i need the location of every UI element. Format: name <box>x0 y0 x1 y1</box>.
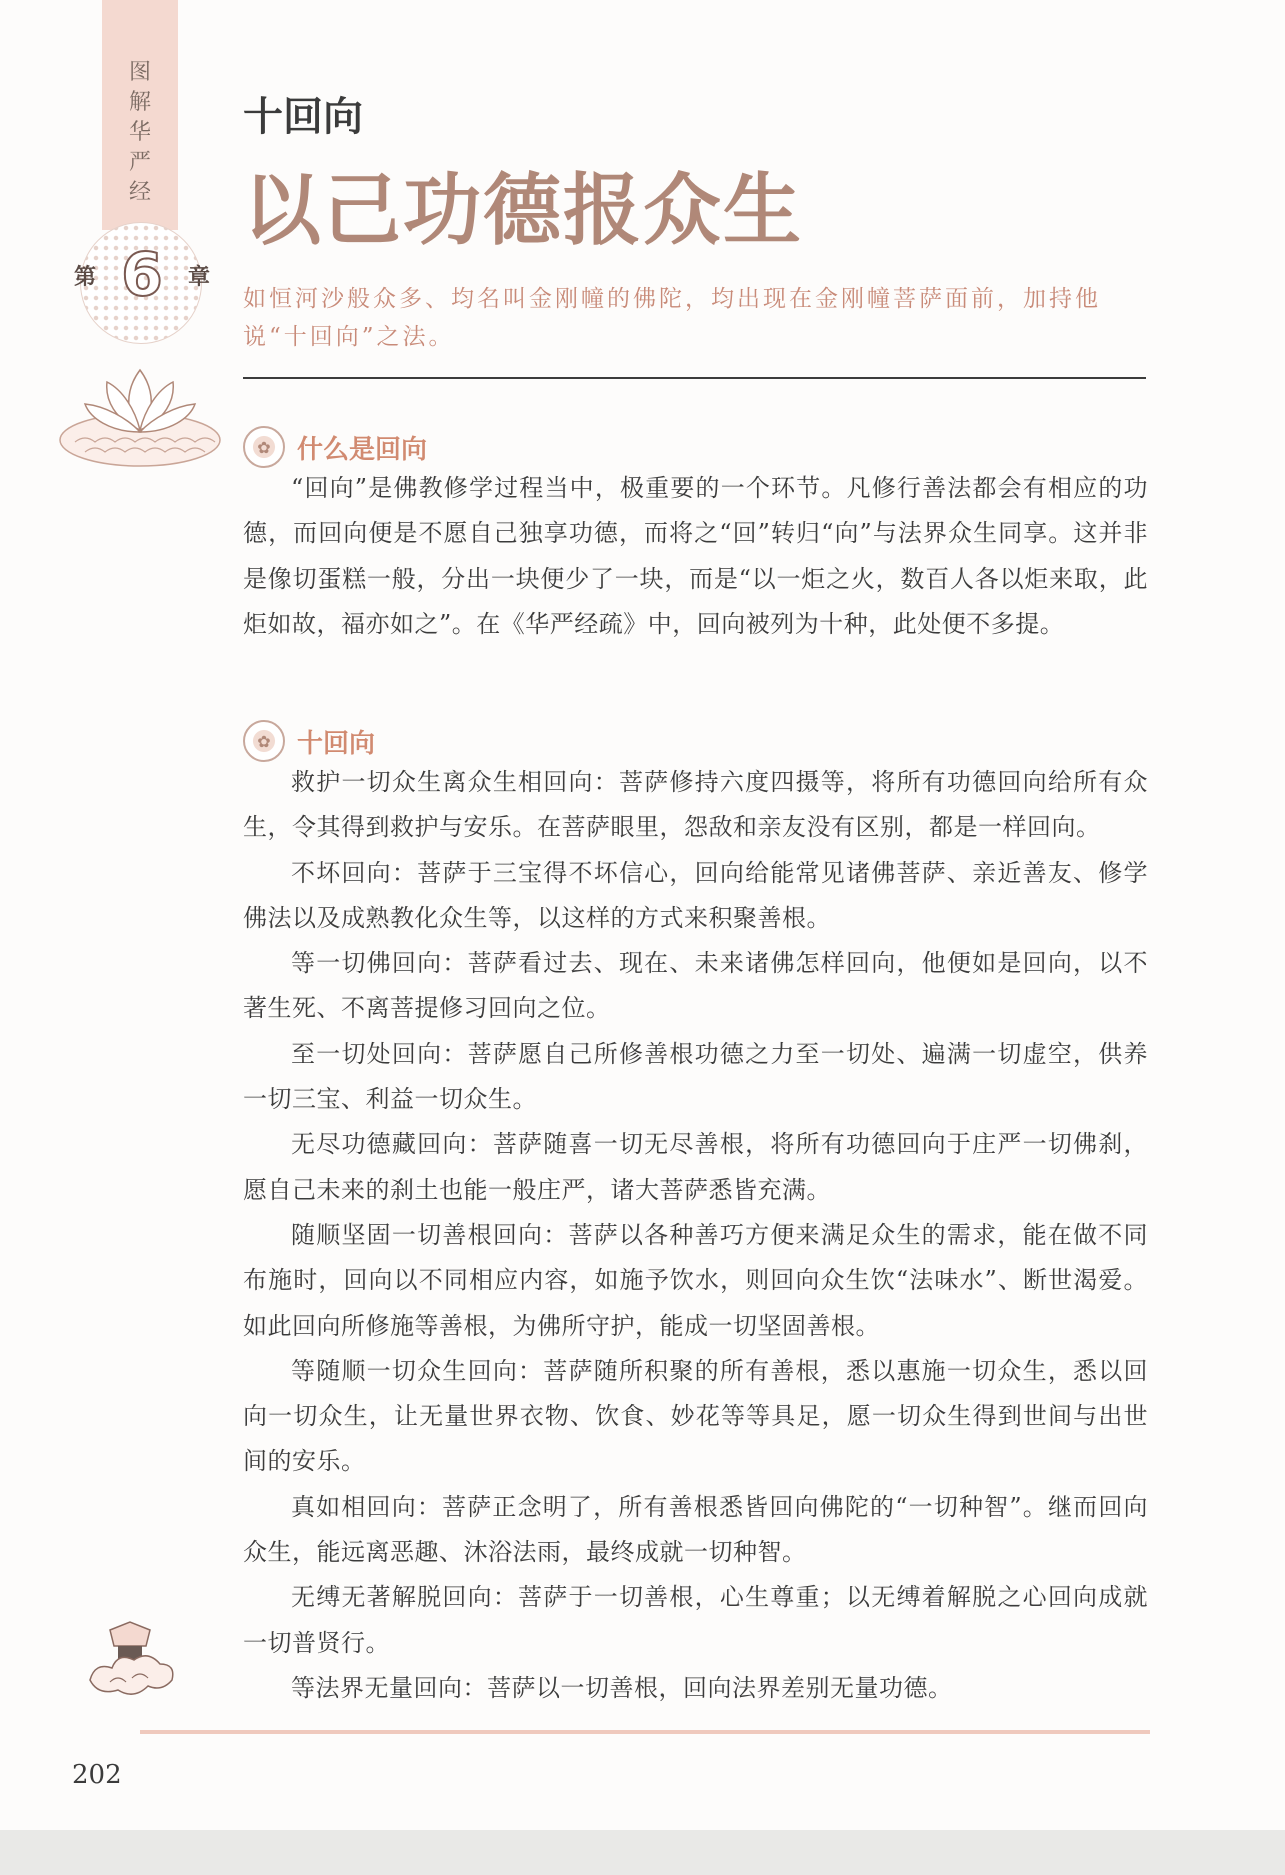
chapter-label <box>74 240 210 310</box>
cloud-ornament-icon <box>80 1620 180 1710</box>
section-heading-what-is-dedication <box>243 426 427 468</box>
chapter-suffix: 章 <box>187 264 210 290</box>
paragraph: “回向”是佛教修学过程当中，极重要的一个环节。凡修行善法都会有相应的功德，而回向便是不愿自己独享功德，而将之“回”转归“向”与法界众生同享。这并非是像切蛋糕一般，分出一块便少了一块，而是“以一炬之火，数百人各以炬来取，此炬如故，福亦如之”。在《华严经疏》中，回向被列为十种，此处便不多提。 <box>243 474 1148 638</box>
paragraph: 等一切佛回向：菩萨看过去、现在、未来诸佛怎样回向，他便如是回向，以不著生死、不离菩提修习回向之位。 <box>243 949 1148 1023</box>
paragraph: 等法界无量回向：菩萨以一切善根，回向法界差别无量功德。 <box>291 1673 953 1702</box>
lotus-medallion-icon: ✿ <box>243 720 285 762</box>
lotus-icon <box>55 360 225 470</box>
book-title-char: 经 <box>128 180 151 205</box>
section-title: 什么是回向 <box>297 434 428 465</box>
section-heading-ten-dedications <box>243 720 375 762</box>
paragraph: 等随顺一切众生回向：菩萨随所积聚的所有善根，悉以惠施一切众生，悉以回向一切众生，让无量世界衣物、饮食、妙花等等具足，愿一切众生得到世间与出世间的安乐。 <box>243 1356 1148 1476</box>
paragraph: 不坏回向：菩萨于三宝得不坏信心，回向给能常见诸佛菩萨、亲近善友、修学佛法以及成熟教化众生等，以这样的方式来积聚善根。 <box>243 858 1148 932</box>
footer-divider <box>140 1730 1150 1734</box>
paragraph: 无尽功德藏回向：菩萨随喜一切无尽善根，将所有功德回向于庄严一切佛刹，愿自己未来的刹土也能一般庄严，诸大菩萨悉皆充满。 <box>243 1130 1148 1204</box>
book-title-vertical <box>122 58 158 208</box>
paragraph: 无缚无著解脱回向：菩萨于一切善根，心生尊重；以无缚着解脱之心回向成就一切普贤行。 <box>243 1583 1148 1657</box>
section-title: 十回向 <box>297 728 376 759</box>
chapter-number: 6 <box>121 240 163 310</box>
intro-text: 如恒河沙般众多、均名叫金刚幢的佛陀，均出现在金刚幢菩萨面前，加持他说“十回向”之法。 <box>243 286 1101 350</box>
book-title-char: 图 <box>128 60 151 85</box>
paragraph: 真如相回向：菩萨正念明了，所有善根悉皆回向佛陀的“一切种智”。继而回向众生，能远离恶趣、沐浴法雨，最终成就一切种智。 <box>243 1492 1148 1567</box>
section-body-ten-dedications <box>243 760 1148 1711</box>
paragraph: 救护一切众生离众生相回向：菩萨修持六度四摄等，将所有功德回向给所有众生，令其得到救护与安乐。在菩萨眼里，怨敌和亲友没有区别，都是一样回向。 <box>243 768 1148 842</box>
scan-bottom-edge <box>0 1830 1285 1875</box>
book-title-char: 华 <box>128 120 151 145</box>
book-title-char: 严 <box>128 150 151 175</box>
section-body-what-is-dedication <box>243 466 1148 647</box>
paragraph: 至一切处回向：菩萨愿自己所修善根功德之力至一切处、遍满一切虚空，供养一切三宝、利益一切众生。 <box>243 1039 1148 1114</box>
header-divider <box>243 377 1146 379</box>
chapter-prefix: 第 <box>74 264 97 290</box>
chapter-kicker: 十回向 <box>243 93 363 140</box>
page-number: 202 <box>72 1760 122 1790</box>
book-title-char: 解 <box>128 90 151 115</box>
chapter-badge <box>74 222 210 362</box>
page-title: 以己功德报众生 <box>243 165 804 256</box>
paragraph: 随顺坚固一切善根回向：菩萨以各种善巧方便来满足众生的需求，能在做不同布施时，回向以不同相应内容，如施予饮水，则回向众生饮“法味水”、断世渴爱。如此回向所修施等善根，为佛所守护，能成一切坚固善根。 <box>243 1220 1148 1340</box>
lotus-medallion-icon: ✿ <box>243 426 285 468</box>
